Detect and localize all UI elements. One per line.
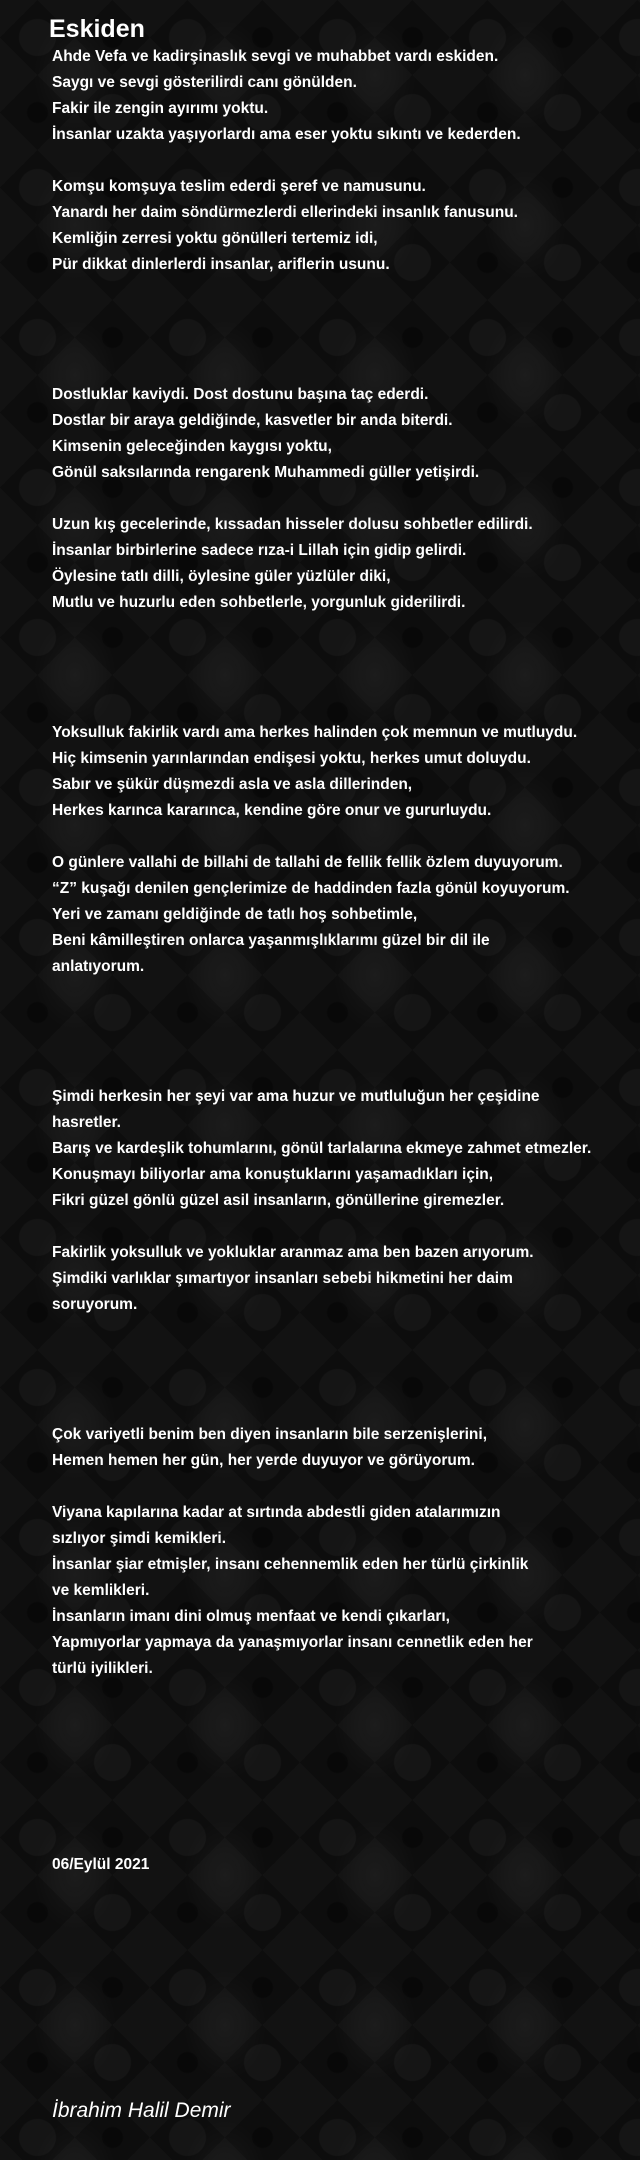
poem-line: Mutlu ve huzurlu eden sohbetlerle, yorgunluk giderilirdi. (52, 594, 466, 611)
poem-line: Kimsenin geleceğinden kaygısı yoktu, (52, 438, 332, 455)
poem-line: Fakir ile zengin ayırımı yoktu. (52, 100, 269, 117)
poem-line: O günlere vallahi de billahi de tallahi de fellik fellik özlem duyuyorum. (52, 854, 563, 871)
poem-line: Şimdiki varlıklar şımartıyor insanları sebebi hikmetini her daim (52, 1270, 513, 1287)
poem-line: soruyorum. (52, 1296, 138, 1313)
stanza-4 (52, 512, 612, 616)
poem-title: Eskiden (49, 15, 145, 43)
poem-line: Yapmıyorlar yapmaya da yanaşmıyorlar insanı cennetlik eden her (52, 1634, 533, 1651)
poem-line: Öylesine tatlı dilli, öylesine güler yüzlüler diki, (52, 568, 391, 585)
poem-line: Hiç kimsenin yarınlarından endişesi yoktu, herkes umut doluydu. (52, 750, 531, 767)
poem-line: Dostlar bir araya geldiğinde, kasvetler bir anda biterdi. (52, 412, 453, 429)
poem-author: İbrahim Halil Demir (52, 2099, 231, 2122)
poem-line: ve kemlikleri. (52, 1582, 150, 1599)
poem-line: Fikri güzel gönlü güzel asil insanların, gönüllerine giremezler. (52, 1192, 505, 1209)
poem-line: türlü iyilikleri. (52, 1660, 153, 1677)
poem-line: Yanardı her daim söndürmezlerdi ellerindeki insanlık fanusunu. (52, 204, 518, 221)
poem-line: İnsanlar şiar etmişler, insanı cehennemlik eden her türlü çirkinlik (52, 1556, 529, 1573)
stanza-10 (52, 1500, 612, 1682)
poem-line: sızlıyor şimdi kemikleri. (52, 1530, 227, 1547)
poem-line: Fakirlik yoksulluk ve yokluklar aranmaz ama ben bazen arıyorum. (52, 1244, 534, 1261)
poem-line: İnsanlar uzakta yaşıyorlardı ama eser yoktu sıkıntı ve kederden. (52, 126, 521, 143)
poem-line: Kemliğin zerresi yoktu gönülleri tertemiz idi, (52, 230, 378, 247)
poem-line: Saygı ve sevgi gösterilirdi canı gönülden. (52, 74, 357, 91)
poem-line: Hemen hemen her gün, her yerde duyuyor ve görüyorum. (52, 1452, 475, 1469)
poem-line: Çok variyetli benim ben diyen insanların bile serzenişlerini, (52, 1426, 488, 1443)
poem-line: Barış ve kardeşlik tohumlarını, gönül tarlalarına ekmeye zahmet etmezler. (52, 1140, 592, 1157)
poem-line: İnsanlar birbirlerine sadece rıza-i Lillah için gidip gelirdi. (52, 542, 467, 559)
stanza-2 (52, 174, 612, 278)
poem-line: Beni kâmilleştiren onlarca yaşanmışlıklarımı güzel bir dil ile (52, 932, 490, 949)
poem-date: 06/Eylül 2021 (52, 1856, 150, 1873)
poem-line: İnsanların imanı dini olmuş menfaat ve kendi çıkarları, (52, 1608, 450, 1625)
poem-line: Yoksulluk fakirlik vardı ama herkes halinden çok memnun ve mutluydu. (52, 724, 578, 741)
poem-line: Uzun kış gecelerinde, kıssadan hisseler dolusu sohbetler edilirdi. (52, 516, 533, 533)
poem-line: Konuşmayı biliyorlar ama konuştuklarını yaşamadıkları için, (52, 1166, 494, 1183)
stanza-9 (52, 1422, 612, 1474)
poem-line: Yeri ve zamanı geldiğinde de tatlı hoş sohbetimle, (52, 906, 418, 923)
poem-line: Herkes karınca kararınca, kendine göre onur ve gururluydu. (52, 802, 492, 819)
poem-line: Komşu komşuya teslim ederdi şeref ve namusunu. (52, 178, 426, 195)
stanza-8 (52, 1240, 612, 1318)
stanza-3 (52, 382, 612, 486)
poem-line: Viyana kapılarına kadar at sırtında abdestli giden atalarımızın (52, 1504, 501, 1521)
stanza-7 (52, 1084, 612, 1214)
poem-line: Ahde Vefa ve kadirşinaslık sevgi ve muhabbet vardı eskiden. (52, 48, 499, 65)
poem-line: Pür dikkat dinlerlerdi insanlar, ariflerin usunu. (52, 256, 390, 273)
poem-line: Dostluklar kaviydi. Dost dostunu başına taç ederdi. (52, 386, 429, 403)
poem-line: Şimdi herkesin her şeyi var ama huzur ve mutluluğun her çeşidine (52, 1088, 540, 1105)
poem-line: anlatıyorum. (52, 958, 145, 975)
poem-line: Gönül saksılarında rengarenk Muhammedi güller yetişirdi. (52, 464, 480, 481)
poem-line: “Z” kuşağı denilen gençlerimize de haddinden fazla gönül koyuyorum. (52, 880, 570, 897)
stanza-5 (52, 720, 612, 824)
poem-line: Sabır ve şükür düşmezdi asla ve asla dillerinden, (52, 776, 413, 793)
stanza-6 (52, 850, 612, 980)
poem-line: hasretler. (52, 1114, 121, 1131)
stanza-1 (52, 44, 612, 148)
